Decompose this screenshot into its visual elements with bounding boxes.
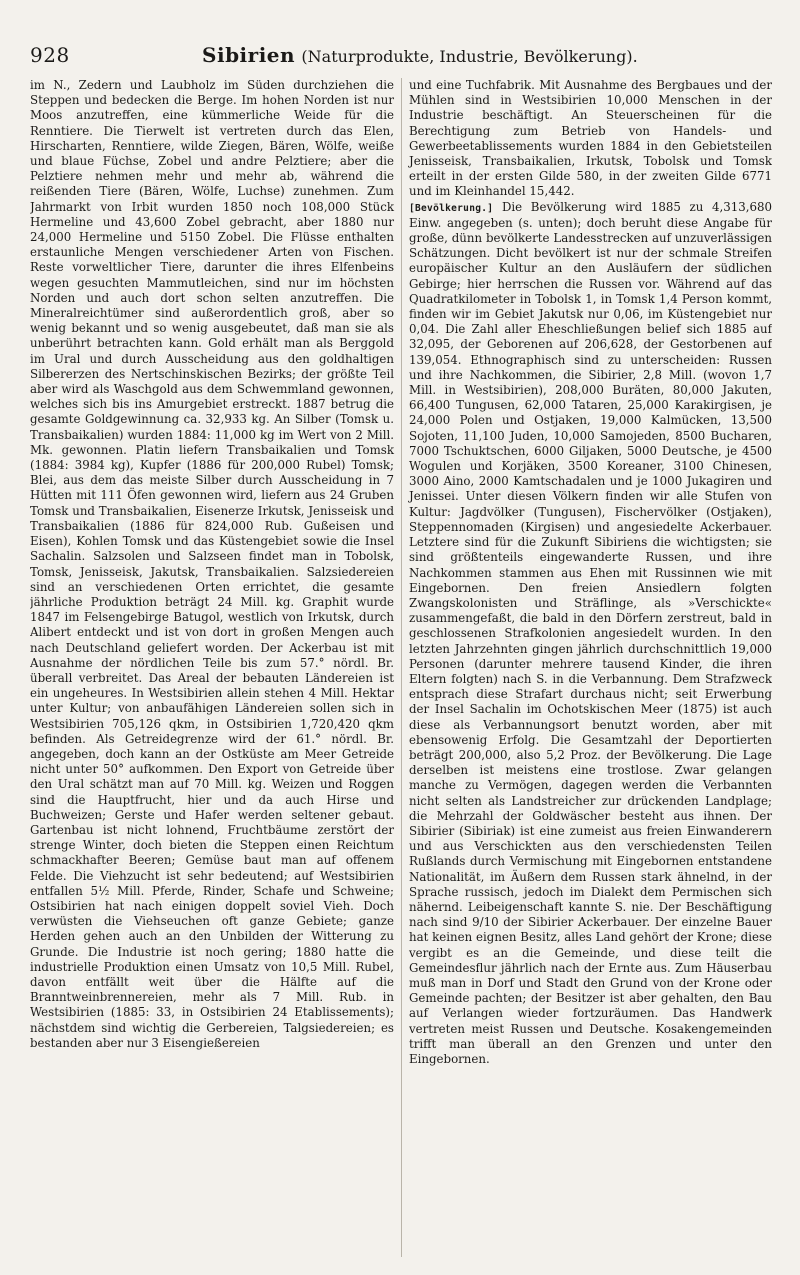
page-number: 928 [30, 43, 70, 67]
population-section [409, 200, 772, 1068]
population-text: Die Bevölkerung wird 1885 zu 4,313,680 Einw. angegeben (s. unten); doch beruht diese Angabe für große, dünn bevölkerte Landesstrecken auf unzuverlässigen Schätzungen. Dicht bevölkert ist nur der schmale Streifen europäischer Kultur an den Ausläufern der südlichen Gebirge; hier herrschen die Russen vor. Während auf das Quadratkilometer in Tobolsk 1, in Tomsk 1,4 Person kommt, finden wir im Gebiet Jakutsk nur 0,06, im Küstengebiet nur 0,04. Die Zahl aller Eheschließungen belief sich 1885 auf 32,095, der Geborenen auf 206,628, der Gestorbenen auf 139,054. Ethnographisch sind zu unterscheiden: Russen und ihre Nachkommen, die Sibirier, 2,8 Mill. (wovon 1,7 Mill. in Westsibirien), 208,000 Buräten, 80,000 Jakuten, 66,400 Tungusen, 62,000 Tataren, 25,000 Karakirgisen, je 24,000 Polen und Ostjaken, 19,000 Kalmücken, 13,500 Sojoten, 11,100 Juden, 10,000 Samojeden, 8500 Bucharen, 7000 Tschuktschen, 6000 Giljaken, 5000 Deutsche, je 4500 Wogulen und Korjäken, 3500 Koreaner, 3100 Chinesen, 3000 Aino, 2000 Kamtschadalen und je 1000 Jukagiren und Jenissei. Unter diesen Völkern finden wir alle Stufen von Kultur: Jagdvölker (Tungusen), Fischervölker (Ostjaken), Steppennomaden (Kirgisen) und angesiedelte Ackerbauer. Letztere sind für die Zukunft Sibiriens die wichtigsten; sie sind größtenteils eingewanderte Russen, und ihre Nachkommen stammen aus Ehen mit Russinnen wie mit Eingebornen. Den freien Ansiedlern folgten Zwangskolonisten und Sträflinge, als »Verschickte« zusammengefaßt, die bald in den Dörfern zerstreut, bald in geschlossenen Strafkolonien angesiedelt wurden. In den letzten Jahrzehnten gingen jährlich durchschnittlich 19,000 Personen (darunter mehrere tausend Kinder, die ihren Eltern folgten) nach S. in die Verbannung. Dem Strafzweck entsprach diese Strafart durchaus nicht; seit Erwerbung der Insel Sachalin im Ochotskischen Meer (1875) ist auch diese als Verbannungsort benutzt worden, aber mit ebensowenig Erfolg. Die Gesamtzahl der Deportierten beträgt 200,000, also 5,2 Proz. der Bevölkerung. Die Lage derselben ist meistens eine trostlose. Zwar gelangen manche zu Vermögen, dagegen werden die Verbannten nicht selten als Landstreicher zur drückenden Landplage; die Mehrzahl der Goldwäscher besteht aus ihnen. Der Sibirier (Sibiriak) ist eine zumeist aus freien Einwanderern und aus Verschickten aus den verschiedensten Teilen Rußlands durch Vermischung mit Eingebornen entstandene Nationalität, im Äußern dem Russen stark ähnelnd, in der Sprache russisch, jedoch im Dialekt dem Permischen sich nähernd. Leibeigenschaft kannte S. nie. Der Beschäftigung nach sind 9/10 der Sibirier Ackerbauer. Der einzelne Bauer hat keinen eignen Besitz, alles Land gehört der Krone; diese vergibt es an die Gemeinde, und diese teilt die Gemeindesflur jährlich nach der Ernte aus. Zum Häuserbau muß man in Dorf und Stadt den Grund von der Krone oder Gemeinde pachten; der Besitzer ist aber gehalten, den Bau auf Verlangen wieder fortzuräumen. Das Handwerk vertreten meist Russen und Deutsche. Kosakengemeinden trifft man überall an den Grenzen und unter den Eingebornen. [409, 199, 772, 1066]
running-head-title: Sibirien [202, 43, 296, 67]
page-header [30, 38, 770, 72]
text-columns [30, 78, 772, 1257]
running-head [70, 43, 770, 67]
left-column [30, 78, 401, 1257]
right-column [401, 78, 772, 1257]
left-column-text: im N., Zedern und Laubholz im Süden durchziehen die Steppen und bedecken die Berge. Im hohen Norden ist nur Moos anzutreffen, eine kümmerliche Weide für die Renntiere. Die Tierwelt ist vertreten durch das Elen, Hirscharten, Renntiere, wilde Ziegen, Bären, Wölfe, weiße und blaue Füchse, Zobel und andre Pelztiere; aber die Pelztiere nehmen mehr und mehr ab, während die reißenden Tiere (Bären, Wölfe, Luchse) zunehmen. Zum Jahrmarkt von Irbit wurden 1850 noch 108,000 Stück Hermeline und 43,600 Zobel gebracht, aber 1880 nur 24,000 Hermeline und 5150 Zobel. Die Flüsse enthalten erstaunliche Mengen verschiedener Arten von Fischen. Reste vorweltlicher Tiere, darunter die ihres Elfenbeins wegen gesuchten Mammutleichen, sind nur im höchsten Norden und auch dort schon selten anzutreffen. Die Mineralreichtümer sind außerordentlich groß, aber so wenig bekannt und so wenig ausgebeutet, daß man sie als unberührt betrachten kann. Gold erhält man als Berggold im Ural und durch Ausscheidung aus den goldhaltigen Silbererzen des Nertschinskischen Bezirks; der größte Teil aber wird als Waschgold aus dem Schwemmland gewonnen, welches sich bis ins Amurgebiet erstreckt. 1887 betrug die gesamte Goldgewinnung ca. 32,933 kg. An Silber (Tomsk u. Transbaikalien) wurden 1884: 11,000 kg im Wert von 2 Mill. Mk. gewonnen. Platin liefern Transbaikalien und Tomsk (1884: 3984 kg), Kupfer (1886 für 200,000 Rubel) Tomsk; Blei, aus dem das meiste Silber durch Ausscheidung in 7 Hütten mit 111 Öfen gewonnen wird, liefern aus 24 Gruben Tomsk und Transbaikalien, Eisenerze Irkutsk, Jenisseisk und Transbaikalien (1886 für 824,000 Rub. Gußeisen und Eisen), Kohlen Tomsk und das Küstengebiet sowie die Insel Sachalin. Salzsolen und Salzseen findet man in Tobolsk, Tomsk, Jenisseisk, Jakutsk, Transbaikalien. Salzsiedereien sind an verschiedenen Orten errichtet, die gesamte jährliche Produktion beträgt 24 Mill. kg. Graphit wurde 1847 im Felsengebirge Batugol, westlich von Irkutsk, durch Alibert entdeckt und ist von dort in großen Mengen auch nach Deutschland geliefert worden. Der Ackerbau ist mit Ausnahme der nördlichen Teile bis zum 57.° nördl. Br. überall verbreitet. Das Areal der bebauten Ländereien ist ein ungeheures. In Westsibirien allein stehen 4 Mill. Hektar unter Kultur; von anbaufähigen Ländereien sollen sich in Westsibirien 705,126 qkm, in Ostsibirien 1,720,420 qkm befinden. Als Getreidegrenze wird der 61.° nördl. Br. angegeben, doch kann an der Ostküste am Meer Getreide nicht unter 50° aufkommen. Den Export von Getreide über den Ural schätzt man auf 70 Mill. kg. Weizen und Roggen sind die Hauptfrucht, hier und da auch Hirse und Buchweizen; Gerste und Hafer werden seltener gebaut. Gartenbau ist nicht lohnend, Fruchtbäume zerstört der strenge Winter, doch bieten die Steppen einen Reichtum schmackhafter Beeren; Gemüse baut man auf offenem Felde. Die Viehzucht ist sehr bedeutend; auf Westsibirien entfallen 5½ Mill. Pferde, Rinder, Schafe und Schweine; Ostsibirien hat nach einigen doppelt soviel Vieh. Doch verwüsten die Viehseuchen oft ganze Gebiete; ganze Herden gehen auch an den Unbilden der Witterung zu Grunde. Die Industrie ist noch gering; 1880 hatte die industrielle Produktion einen Umsatz von 10,5 Mill. Rubel, davon entfällt weit über die Hälfte auf die Branntweinbrennereien, mehr als 7 Mill. Rub. in Westsibirien (1885: 33, in Ostsibirien 24 Etablissements); nächstdem sind wichtig die Gerbereien, Talgsiedereien; es bestanden aber nur 3 Eisengießereien [30, 78, 394, 1050]
right-column-intro: und eine Tuchfabrik. Mit Ausnahme des Bergbaues und der Mühlen sind in Westsibirien 10,000 Menschen in der Industrie beschäftigt. An Steuerscheinen für die Berechtigung zum Betrieb von Handels- und Gewerbeetablissements wurden 1884 in den Gebietsteilen Jenisseisk, Transbaikalien, Irkutsk, Tobolsk und Tomsk erteilt in der ersten Gilde 580, in der zweiten Gilde 6771 und im Kleinhandel 15,442. [409, 78, 772, 199]
running-head-subtitle: (Naturprodukte, Industrie, Bevölkerung). [301, 47, 638, 66]
section-label-bevoelkerung: [Bevölkerung.] [409, 202, 494, 214]
